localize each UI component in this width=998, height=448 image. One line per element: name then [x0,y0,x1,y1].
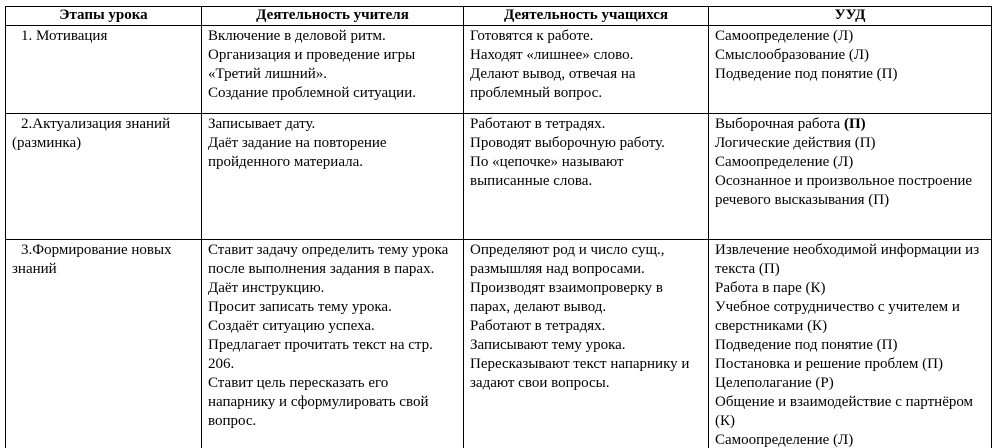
cell-students [464,26,709,114]
text-line: Записывает дату. [208,116,316,132]
text-line: 3.Формирование новых знаний [12,242,172,277]
cell-uud [709,26,992,114]
text-line: Извлечение необходимой информации из текста (П) [715,242,980,277]
cell-stage [6,26,202,114]
cell-students [464,114,709,240]
text-line: Целеполагание (Р) [715,375,834,391]
text-line: Предлагает прочитать текст на стр. 206. [208,337,433,372]
text-line: Делают вывод, отвечая на проблемный вопрос. [470,66,636,101]
cell-uud [709,240,992,448]
text-line: Осознанное и произвольное построение речевого высказывания (П) [715,173,973,208]
text-line: Пересказывают текст напарнику и задают свои вопросы. [470,356,690,391]
text-line: 1. Мотивация [21,28,108,44]
text-line: Определяют род и число сущ., размышляя над вопросами. [470,242,665,277]
text-line: Даёт задание на повторение пройденного материала. [208,135,387,170]
text-line: Ставит задачу определить тему урока после выполнения задания в парах. [208,242,449,277]
text-line: Просит записать тему урока. [208,299,392,315]
text-line: Проводят выборочную работу. [470,135,665,151]
text-line: Смыслообразование (Л) [715,47,870,63]
text-line: Логические действия (П) [715,135,876,151]
text-line: Подведение под понятие (П) [715,337,898,353]
text-line: Создаёт ситуацию успеха. [208,318,375,334]
text-line: По «цепочке» называют выписанные слова. [470,154,624,189]
cell-uud [709,114,992,240]
text-line: Создание проблемной ситуации. [208,85,416,101]
column-header-teacher: Деятельность учителя [202,7,464,26]
column-header-students: Деятельность учащихся [464,7,709,26]
text-line: Постановка и решение проблем (П) [715,356,943,372]
text-line: Включение в деловой ритм. [208,28,386,44]
text-line: Учебное сотрудничество с учителем и сверстниками (К) [715,299,960,334]
text-line: Работа в паре (К) [715,280,826,296]
column-header-uud: УУД [709,7,992,26]
text-line: Работают в тетрадях. [470,116,606,132]
text-line: Ставит цель пересказать его напарнику и сформулировать свой вопрос. [208,375,429,429]
text-line: Записывают тему урока. [470,337,626,353]
cell-stage [6,114,202,240]
lesson-plan-table [5,6,992,448]
cell-students [464,240,709,448]
text-line: Даёт инструкцию. [208,280,325,296]
text-segment: Выборочная работа [715,116,844,132]
text-line: Подведение под понятие (П) [715,66,898,82]
text-line: Работают в тетрадях. [470,318,606,334]
text-line: Производят взаимопроверку в парах, делают вывод. [470,280,663,315]
text-line: 2.Актуализация знаний (разминка) [12,116,171,151]
text-line: Самоопределение (Л) [715,154,854,170]
text-line: Организация и проведение игры «Третий лишний». [208,47,416,82]
cell-stage [6,240,202,448]
text-line: Самоопределение (Л) [715,28,854,44]
table-row [6,114,992,240]
text-line: Самоопределение (Л) [715,432,854,448]
text-line [715,115,985,134]
text-line: Общение и взаимодействие с партнёром (К) [715,394,974,429]
table-row [6,26,992,114]
text-line: Находят «лишнее» слово. [470,47,634,63]
bold-text-segment: (П) [843,116,866,132]
table-body [6,26,992,448]
cell-teacher [202,114,464,240]
cell-teacher [202,240,464,448]
table-header-row [6,7,992,26]
text-line: Готовятся к работе. [470,28,594,44]
table-row [6,240,992,448]
column-header-stage: Этапы урока [6,7,202,26]
cell-teacher [202,26,464,114]
